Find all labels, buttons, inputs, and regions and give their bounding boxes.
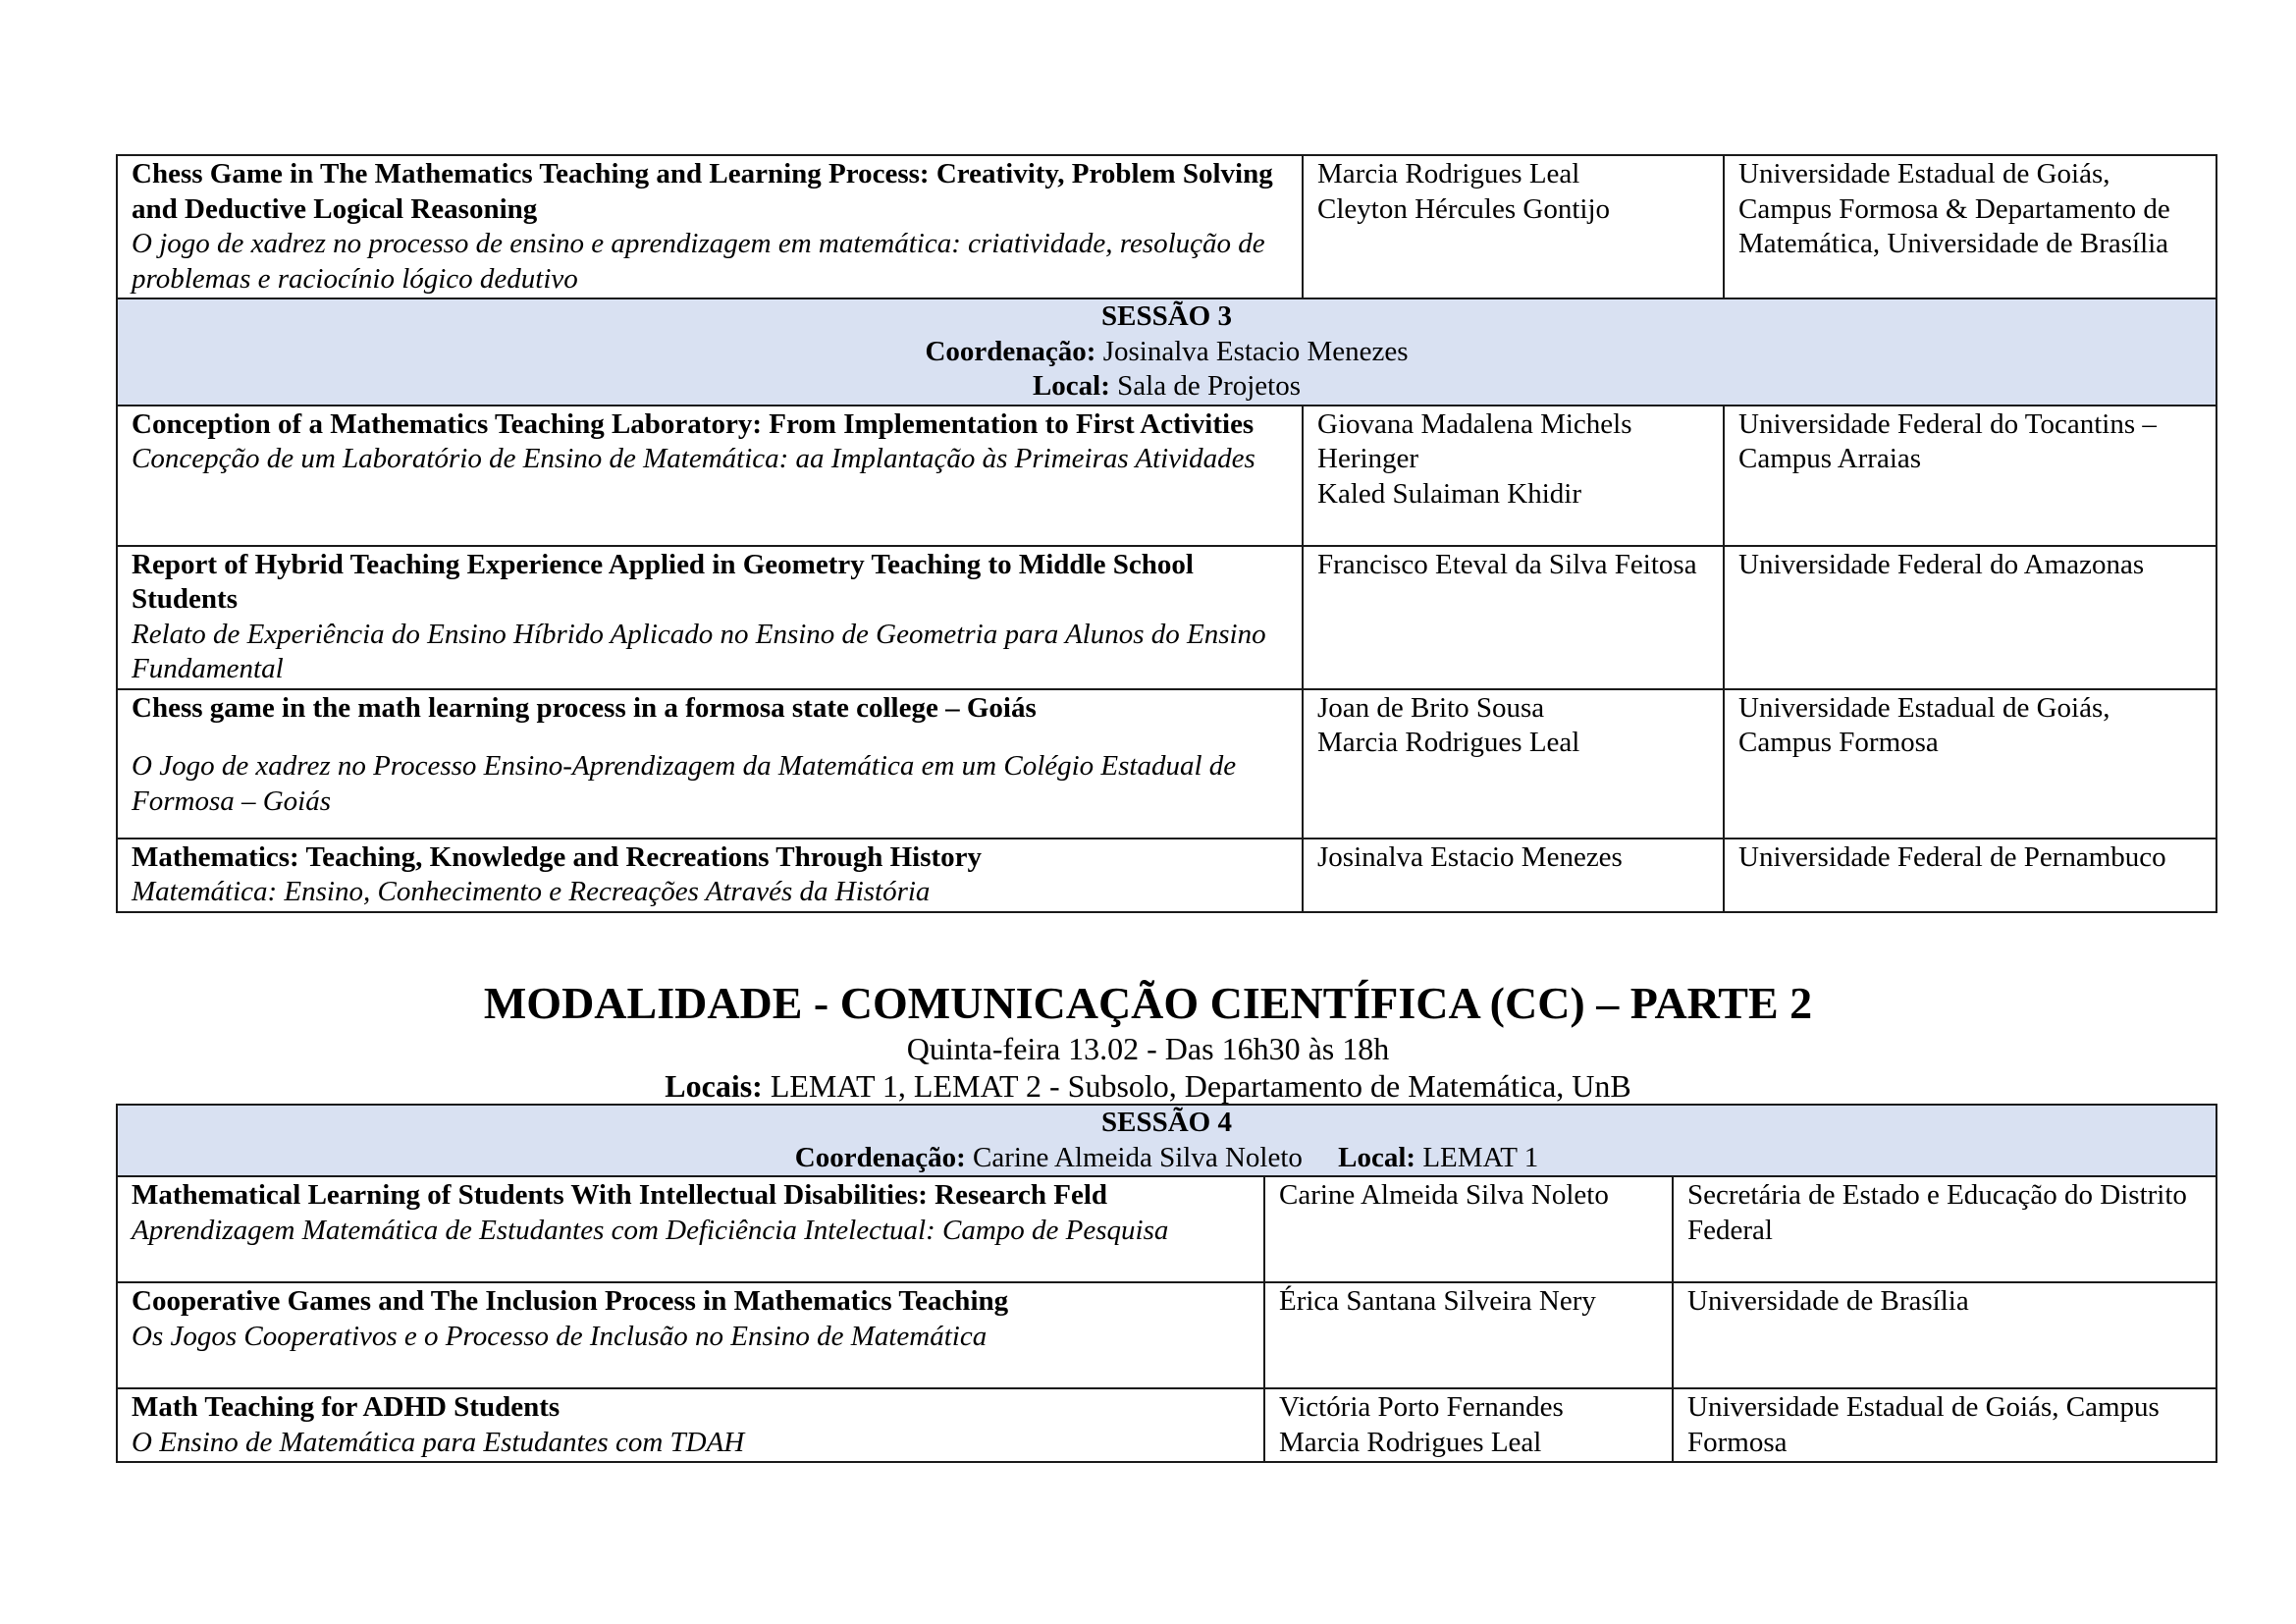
paper-title-cell — [117, 546, 1303, 689]
authors-cell — [1264, 1282, 1673, 1388]
session-3-table — [116, 154, 2217, 913]
session-header-row — [117, 1105, 2216, 1176]
author-name: Carine Almeida Silva Noleto — [1279, 1179, 1609, 1211]
table-row — [117, 1176, 2216, 1282]
authors-cell — [1303, 155, 1724, 298]
authors-cell — [1264, 1176, 1673, 1282]
table-row — [117, 689, 2216, 839]
paper-title-pt: Matemática: Ensino, Conhecimento e Recreações Através da História — [132, 876, 931, 907]
table-row — [117, 406, 2216, 546]
institution-cell: Universidade Federal de Pernambuco — [1724, 839, 2216, 912]
institution-cell: Secretária de Estado e Educação do Distrito Federal — [1673, 1176, 2216, 1282]
authors-cell — [1303, 839, 1724, 912]
paper-title-cell — [117, 689, 1303, 839]
locals-value: LEMAT 1, LEMAT 2 - Subsolo, Departamento de Matemática, UnB — [770, 1068, 1631, 1104]
author-name: Marcia Rodrigues Leal — [1317, 158, 1580, 189]
session-local — [132, 369, 2202, 405]
institution-cell: Universidade de Brasília — [1673, 1282, 2216, 1388]
paper-title-cell — [117, 1176, 1264, 1282]
locals-label: Locais: — [665, 1068, 763, 1104]
author-name: Francisco Eteval da Silva Feitosa — [1317, 548, 1697, 580]
institution-cell: Universidade Federal do Tocantins – Campus Arraias — [1724, 406, 2216, 546]
paper-title-cell — [117, 839, 1303, 912]
modality-date: Quinta-feira 13.02 - Das 16h30 às 18h — [906, 1031, 1390, 1066]
local-label: Local: — [1338, 1141, 1416, 1173]
table-row — [117, 839, 2216, 912]
table-row — [117, 155, 2216, 298]
paper-title-pt: O Jogo de xadrez no Processo Ensino-Aprendizagem da Matemática em um Colégio Estadual de Formosa – Goiás — [132, 750, 1237, 817]
table-row — [117, 546, 2216, 689]
paper-title-en: Conception of a Mathematics Teaching Laboratory: From Implementation to First Activities — [132, 407, 1255, 440]
paper-title-en: Report of Hybrid Teaching Experience Applied in Geometry Teaching to Middle School Students — [132, 548, 1194, 615]
institution-cell: Universidade Estadual de Goiás, Campus Formosa — [1673, 1388, 2216, 1462]
session-4-table — [116, 1104, 2217, 1463]
author-name: Victória Porto Fernandes — [1279, 1391, 1564, 1423]
author-name: Érica Santana Silveira Nery — [1279, 1285, 1596, 1317]
authors-cell — [1303, 406, 1724, 546]
session-coordination — [132, 1141, 2202, 1176]
local-value: Sala de Projetos — [1117, 370, 1302, 402]
session-title: SESSÃO 4 — [1101, 1107, 1232, 1138]
paper-title-en: Cooperative Games and The Inclusion Process in Mathematics Teaching — [132, 1285, 1009, 1317]
modality-title: MODALIDADE - COMUNICAÇÃO CIENTÍFICA (CC) – PARTE 2 — [483, 978, 1813, 1028]
session-header-row — [117, 298, 2216, 406]
paper-title-pt: Os Jogos Cooperativos e o Processo de Inclusão no Ensino de Matemática — [132, 1320, 988, 1352]
paper-title-pt: Concepção de um Laboratório de Ensino de Matemática: aa Implantação às Primeiras Atividades — [132, 443, 1255, 474]
coordination-value: Carine Almeida Silva Noleto — [973, 1141, 1303, 1173]
paper-title-cell — [117, 1282, 1264, 1388]
author-name: Cleyton Hércules Gontijo — [1317, 192, 1611, 225]
author-name: Kaled Sulaiman Khidir — [1317, 477, 1582, 510]
paper-title-pt: Aprendizagem Matemática de Estudantes com Deficiência Intelectual: Campo de Pesquisa — [132, 1214, 1169, 1246]
session-title: SESSÃO 3 — [1101, 300, 1232, 332]
coordination-value: Josinalva Estacio Menezes — [1102, 335, 1409, 367]
author-name: Josinalva Estacio Menezes — [1317, 840, 1623, 873]
author-name: Marcia Rodrigues Leal — [1279, 1426, 1542, 1458]
table-row — [117, 1388, 2216, 1462]
coordination-label: Coordenação: — [794, 1141, 966, 1173]
author-name: Joan de Brito Sousa — [1317, 691, 1545, 724]
session-header — [117, 1105, 2216, 1176]
paper-title-cell — [117, 406, 1303, 546]
paper-title-cell — [117, 155, 1303, 298]
session-coordination — [132, 335, 2202, 370]
paper-title-cell — [117, 1388, 1264, 1462]
paper-title-en: Mathematical Learning of Students With Intellectual Disabilities: Research Feld — [132, 1179, 1108, 1211]
institution-cell: Universidade Estadual de Goiás, Campus Formosa — [1724, 689, 2216, 839]
local-label: Local: — [1032, 370, 1110, 402]
paper-title-pt: O Ensino de Matemática para Estudantes com TDAH — [132, 1426, 745, 1458]
author-name: Marcia Rodrigues Leal — [1317, 727, 1580, 758]
local-value: LEMAT 1 — [1422, 1141, 1539, 1173]
table-row — [117, 1282, 2216, 1388]
coordination-label: Coordenação: — [925, 335, 1096, 367]
paper-title-pt: O jogo de xadrez no processo de ensino e aprendizagem em matemática: criatividade, resolução de problemas e raciocínio lógico dedutivo — [132, 228, 1265, 295]
paper-title-en: Math Teaching for ADHD Students — [132, 1391, 561, 1423]
session-header — [117, 298, 2216, 406]
author-name: Giovana Madalena Michels Heringer — [1317, 407, 1632, 474]
paper-title-en: Chess Game in The Mathematics Teaching and Learning Process: Creativity, Problem Solving and Deductive Logical Reasoning — [132, 158, 1273, 225]
institution-cell: Universidade Federal do Amazonas — [1724, 546, 2216, 689]
authors-cell — [1303, 689, 1724, 839]
authors-cell — [1264, 1388, 1673, 1462]
paper-title-pt: Relato de Experiência do Ensino Híbrido Aplicado no Ensino de Geometria para Alunos do Ensino Fundamental — [132, 618, 1266, 684]
institution-cell: Universidade Estadual de Goiás, Campus Formosa & Departamento de Matemática, Universidade de Brasília — [1724, 155, 2216, 298]
paper-title-en: Mathematics: Teaching, Knowledge and Recreations Through History — [132, 840, 983, 873]
authors-cell — [1303, 546, 1724, 689]
paper-title-en: Chess game in the math learning process in a formosa state college – Goiás — [132, 691, 1037, 724]
modality-locals — [0, 1067, 2296, 1105]
